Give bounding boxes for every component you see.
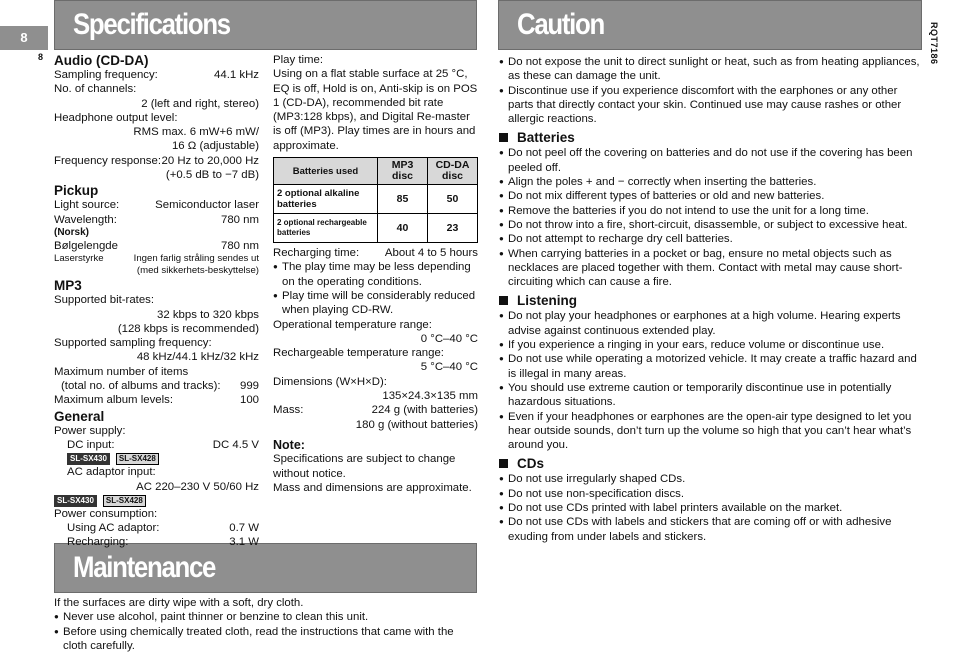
spec-value: AC 220–230 V 50/60 Hz (136, 480, 259, 493)
table-cell: 85 (378, 185, 428, 214)
spec-label: Headphone output level: (54, 111, 178, 124)
spec-label: Rechargeable temperature range: (273, 347, 444, 360)
spec-label: (total no. of albums and tracks): (61, 380, 221, 393)
square-bullet-icon (499, 296, 508, 305)
section-title: Listening (517, 293, 577, 309)
table-header: Batteries used (274, 158, 378, 185)
list-item: ● Play time will be considerably reduced when playing CD-RW. (273, 289, 478, 318)
table-header-row (274, 158, 478, 185)
list-item: ● Do not expose the unit to direct sunlight or heat, such as from heating appliances, as these can damage the unit. (499, 55, 923, 84)
list-item: ● Do not attempt to recharge dry cell batteries. (499, 232, 923, 246)
caution-banner (498, 0, 922, 50)
square-bullet-icon (499, 133, 508, 142)
spec-value: 999 (239, 380, 259, 393)
spec-value: 780 nm (221, 213, 259, 226)
list-item: ● When carrying batteries in a pocket or bag, ensure no metal objects such as necklaces are placed together with them. Contact with metal may cause short-circuiting which can cause a fire. (499, 247, 923, 290)
table-cell: 2 optional rechargeable batteries (274, 214, 378, 243)
list-item: ● Remove the batteries if you do not intend to use the unit for a long time. (499, 204, 923, 218)
general-heading: General (54, 408, 105, 424)
table-header: MP3 disc (378, 158, 428, 185)
spec-value: 32 kbps to 320 kbps (157, 308, 259, 321)
spec-value: About 4 to 5 hours (384, 247, 478, 260)
spec-value: 16 Ω (adjustable) (171, 140, 259, 153)
spec-value: 0 °C–40 °C (420, 332, 478, 345)
spec-value: 20 Hz to 20,000 Hz (161, 154, 259, 167)
table-cell: 50 (428, 185, 478, 214)
spec-label: No. of channels: (54, 83, 137, 96)
spec-value: 0.7 W (229, 522, 259, 535)
list-item: ● Do not mix different types of batteries or old and new batteries. (499, 189, 923, 203)
caution-title: Caution (517, 8, 604, 41)
spec-label: Using AC adaptor: (67, 522, 160, 535)
spec-column-right (273, 53, 478, 495)
battery-table (273, 157, 478, 243)
maintenance-title: Maintenance (73, 551, 216, 584)
spec-label: Recharging time: (273, 247, 360, 260)
square-bullet-icon (499, 459, 508, 468)
list-item: ● Do not peel off the covering on batteries and do not use if the covering has been peeled off. (499, 146, 923, 175)
spec-value: 2 (left and right, stereo) (141, 97, 259, 110)
table-cell: 2 optional alkaline batteries (274, 185, 378, 214)
spec-label: Mass: (273, 404, 304, 417)
spec-value: (128 kbps is recommended) (117, 322, 259, 335)
spec-value: Ingen farlig stråling sendes ut (133, 253, 259, 265)
specifications-title: Specifications (73, 8, 230, 41)
spec-label: Dimensions (W×H×D): (273, 375, 387, 388)
spec-value: RMS max. 6 mW+6 mW/ (133, 126, 259, 139)
spec-value: DC 4.5 V (212, 438, 259, 451)
spec-value: Semiconductor laser (155, 199, 259, 212)
table-row (274, 185, 478, 214)
list-item: ● Do not use while operating a motorized vehicle. It may create a traffic hazard and is illegal in many areas. (499, 352, 923, 381)
list-item: ● Do not play your headphones or earphones at a high volume. Hearing experts advise against continuous extended play. (499, 309, 923, 338)
pickup-heading: Pickup (54, 183, 99, 199)
maintenance-section (54, 596, 464, 653)
note-text: Mass and dimensions are approximate. (273, 481, 472, 494)
spec-label: Power supply: (54, 424, 126, 437)
spec-value: (+0.5 dB to −7 dB) (165, 169, 259, 182)
list-item: ● Never use alcohol, paint thinner or benzine to clean this unit. (54, 610, 464, 624)
table-cell: 23 (428, 214, 478, 243)
spec-label: Supported bit-rates: (54, 294, 155, 307)
model-tags (54, 452, 259, 465)
section-heading (499, 293, 923, 309)
spec-label: AC adaptor input: (67, 466, 156, 479)
list-item: ● Do not use CDs printed with label printers available on the market. (499, 501, 923, 515)
note-text: Specifications are subject to change without notice. (273, 453, 456, 480)
list-item: ● Do not use non-specification discs. (499, 487, 923, 501)
spec-value: 5 °C–40 °C (420, 361, 478, 374)
spec-label: DC input: (67, 438, 115, 451)
caution-column (499, 55, 923, 544)
spec-label: Light source: (54, 199, 120, 212)
doc-code: RQT7186 (929, 22, 939, 65)
page-number: 8 (0, 26, 48, 50)
section-title: Batteries (517, 130, 575, 146)
spec-value: 100 (239, 394, 259, 407)
list-item: ● The play time may be less depending on the operating conditions. (273, 260, 478, 289)
model-tag: SL-SX428 (116, 453, 159, 465)
spec-label: Maximum number of items (54, 365, 189, 378)
audio-heading: Audio (CD-DA) (54, 53, 149, 68)
page-number-small: 8 (38, 52, 44, 62)
section-heading (499, 456, 923, 472)
model-tag: SL-SX430 (67, 453, 110, 465)
list-item: ● Even if your headphones or earphones are the open-air type designed to let you hear outside sounds, don’t turn up the volume so high that you can’t hear what’s around you. (499, 410, 923, 453)
spec-label: Laserstyrke (54, 253, 104, 265)
spec-label: Power consumption: (54, 507, 158, 520)
playtime-label: Play time: (273, 54, 324, 66)
spec-value: (med sikkerhets-beskyttelse) (136, 265, 259, 277)
spec-label: Recharging: (67, 536, 129, 549)
list-item: ● Discontinue use if you experience discomfort with the earphones or any other parts that directly contact your skin. Continued use may cause rashes or other allergic reactions. (499, 84, 923, 127)
list-item: ● You should use extreme caution or temporarily discontinue use in potentially hazardous situations. (499, 381, 923, 410)
specifications-banner (54, 0, 477, 50)
spec-label: Operational temperature range: (273, 318, 432, 331)
spec-column-left (54, 53, 259, 550)
spec-label: Sampling frequency: (54, 69, 158, 81)
list-item: ● Align the poles + and − correctly when inserting the batteries. (499, 175, 923, 189)
spec-value: 44.1 kHz (214, 69, 259, 81)
spec-value: 780 nm (221, 239, 259, 252)
list-item: ● Do not use CDs with labels and stickers that are coming off or with adhesive exuding from under labels and stickers. (499, 515, 923, 544)
list-item: ● If you experience a ringing in your ears, reduce volume or discontinue use. (499, 338, 923, 352)
section-title: CDs (517, 456, 545, 472)
spec-label: Frequency response: (54, 154, 162, 167)
spec-value: 224 g (with batteries) (371, 404, 478, 417)
table-cell: 40 (378, 214, 428, 243)
list-item: ● Do not use irregularly shaped CDs. (499, 472, 923, 486)
mp3-heading: MP3 (54, 278, 82, 294)
playtime-text: Using on a flat stable surface at 25 °C, EQ is off, Hold is on, Anti-skip is on POS 1 (CD-DA), recommended bit rate (MP3:128 kbps), and Digital Re-master is off (MP3). Play times are in hours and approximate. (273, 68, 478, 152)
note-heading: Note: (273, 437, 305, 452)
table-row (274, 214, 478, 243)
list-item: ● Before using chemically treated cloth, read the instructions that came with the cloth carefully. (54, 625, 464, 654)
spec-value: 48 kHz/44.1 kHz/32 kHz (136, 351, 259, 364)
spec-value: 180 g (without batteries) (355, 418, 478, 431)
spec-value: 3.1 W (229, 536, 259, 549)
spec-value: 135×24.3×135 mm (382, 390, 478, 403)
section-heading (499, 130, 923, 146)
model-tag: SL-SX430 (54, 495, 97, 507)
maintenance-banner (54, 543, 477, 593)
table-header: CD-DA disc (428, 158, 478, 185)
model-tags (54, 494, 259, 507)
spec-label: Bølgelengde (54, 239, 118, 252)
spec-label: Maximum album levels: (54, 394, 174, 407)
maintenance-intro: If the surfaces are dirty wipe with a soft, dry cloth. (54, 597, 304, 609)
list-item: ● Do not throw into a fire, short-circuit, disassemble, or subject to excessive heat. (499, 218, 923, 232)
norsk-label: (Norsk) (54, 226, 90, 238)
spec-label: Supported sampling frequency: (54, 337, 212, 350)
model-tag: SL-SX428 (103, 495, 146, 507)
spec-label: Wavelength: (54, 213, 117, 226)
